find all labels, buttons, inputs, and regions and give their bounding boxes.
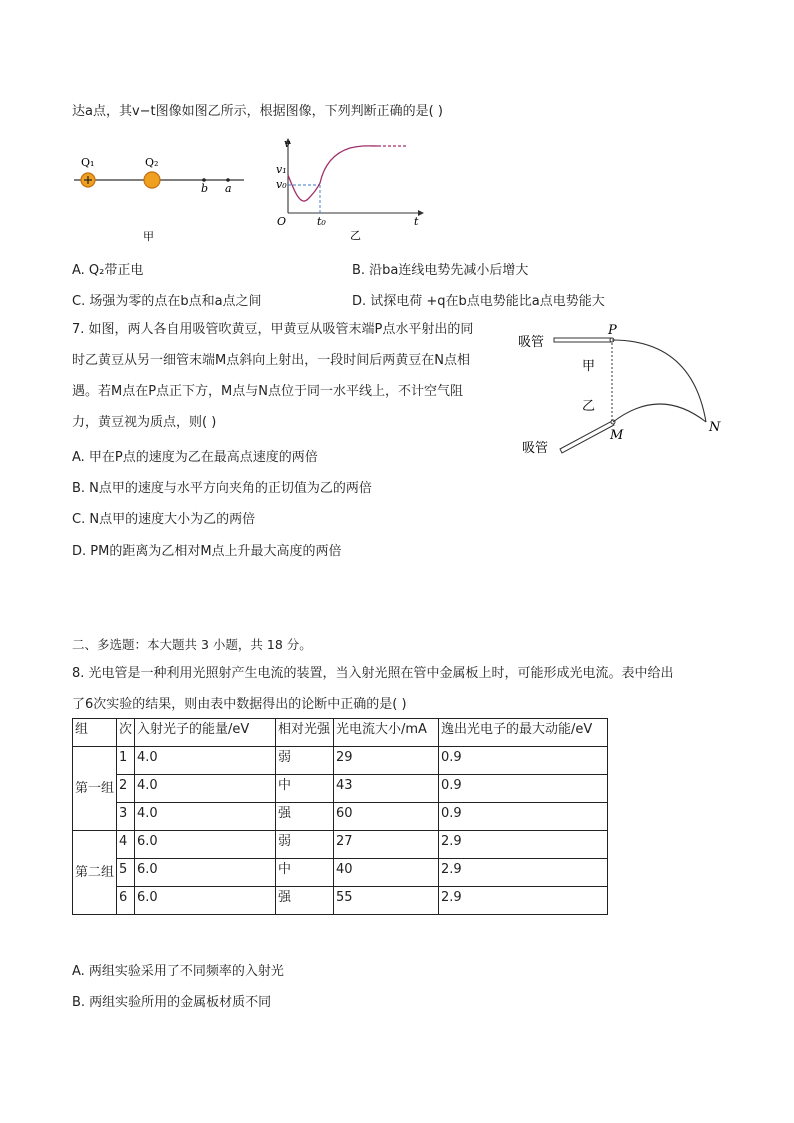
table-cell: 40 <box>334 859 439 887</box>
section-title: 二、多选题：本大题共 3 小题，共 18 分。 <box>72 637 312 652</box>
q7-stem-line3: 遇。若M点在P点正下方，M点与N点位于同一水平线上，不计空气阻 <box>72 384 463 399</box>
q7-stem-line2: 时乙黄豆从另一细管末端M点斜向上射出，一段时间后两黄豆在N点相 <box>72 353 470 368</box>
label-a: a <box>225 182 232 195</box>
label-n: N <box>709 420 721 435</box>
figure-jia <box>72 150 252 245</box>
q7-option-b: B. N点甲的速度与水平方向夹角的正切值为乙的两倍 <box>72 481 372 496</box>
q6-option-c: C. 场强为零的点在b点和a点之间 <box>72 294 262 309</box>
label-b: b <box>201 182 209 195</box>
label-o: O <box>277 215 287 228</box>
table-cell: 4.0 <box>135 747 276 775</box>
header-cell: 光电流大小/mA <box>334 719 439 747</box>
table-row <box>73 803 608 831</box>
q8-option-b: B. 两组实验所用的金属板材质不同 <box>72 995 272 1010</box>
q6-option-b: B. 沿ba连线电势先减小后增大 <box>352 263 529 278</box>
trajectory-yi <box>613 404 706 422</box>
q8-stem-line1: 8. 光电管是一种利用光照射产生电流的装置，当入射光照在管中金属板上时，可能形成光电流。表中给出 <box>72 666 674 681</box>
table-cell: 强 <box>276 887 334 915</box>
table-cell: 弱 <box>276 747 334 775</box>
straw-top-shape <box>554 338 612 342</box>
table-cell: 5 <box>117 859 135 887</box>
figure-q7 <box>512 318 732 463</box>
label-v0: v₀ <box>276 178 287 191</box>
data-table <box>72 718 608 915</box>
q7-option-a: A. 甲在P点的速度为乙在最高点速度的两倍 <box>72 450 318 465</box>
table-cell: 3 <box>117 803 135 831</box>
t-axis-arrow <box>418 210 424 216</box>
table-cell: 27 <box>334 831 439 859</box>
header-cell: 逸出光电子的最大动能/eV <box>439 719 608 747</box>
header-cell: 次 <box>117 719 135 747</box>
label-v: v <box>284 137 291 150</box>
q7-stem-line1: 7. 如图，两人各自用吸管吹黄豆，甲黄豆从吸管末端P点水平射出的同 <box>72 322 474 337</box>
table-cell: 4 <box>117 831 135 859</box>
q6-option-a: A. Q₂带正电 <box>72 263 144 278</box>
label-jia: 甲 <box>582 359 596 374</box>
group-cell: 第二组 <box>73 831 117 915</box>
table-cell: 6.0 <box>135 831 276 859</box>
q6-stem-tail: 达a点，其v−t图像如图乙所示，根据图像，下列判断正确的是( ) <box>72 104 443 119</box>
table-cell: 2 <box>117 775 135 803</box>
table-cell: 强 <box>276 803 334 831</box>
label-v1: v₁ <box>276 163 287 176</box>
straw-bottom-shape <box>560 421 614 453</box>
q7-stem-line4: 力，黄豆视为质点，则( ) <box>72 415 217 430</box>
header-cell: 相对光强 <box>276 719 334 747</box>
q6-option-d: D. 试探电荷 +q在b点电势能比a点电势能大 <box>352 294 605 309</box>
table-cell: 中 <box>276 859 334 887</box>
q7-option-c: C. N点甲的速度大小为乙的两倍 <box>72 512 256 527</box>
table-row <box>73 859 608 887</box>
group-cell: 第一组 <box>73 747 117 831</box>
table-cell: 55 <box>334 887 439 915</box>
table-cell: 0.9 <box>439 775 608 803</box>
table-cell: 弱 <box>276 831 334 859</box>
table-cell: 6 <box>117 887 135 915</box>
label-straw-top: 吸管 <box>518 335 545 350</box>
label-p: P <box>608 323 617 338</box>
table-cell: 0.9 <box>439 747 608 775</box>
caption-jia: 甲 <box>143 230 154 243</box>
table-cell: 6.0 <box>135 887 276 915</box>
header-cell: 组 <box>73 719 117 747</box>
table-cell: 2.9 <box>439 831 608 859</box>
charge-q2 <box>144 172 160 188</box>
table-row <box>73 831 608 859</box>
label-straw-bottom: 吸管 <box>522 441 549 456</box>
label-yi: 乙 <box>582 399 596 414</box>
trajectory-jia <box>612 340 706 422</box>
table-cell: 中 <box>276 775 334 803</box>
q8-option-a: A. 两组实验采用了不同频率的入射光 <box>72 964 284 979</box>
label-q2: Q₂ <box>145 156 159 169</box>
figure-yi <box>270 135 430 245</box>
table-cell: 0.9 <box>439 803 608 831</box>
table-row <box>73 775 608 803</box>
table-cell: 2.9 <box>439 887 608 915</box>
q8-stem-line2: 了6次实验的结果，则由表中数据得出的论断中正确的是( ) <box>72 697 407 712</box>
table-cell: 4.0 <box>135 775 276 803</box>
table-row <box>73 747 608 775</box>
label-t0: t₀ <box>317 215 326 228</box>
table-cell: 29 <box>334 747 439 775</box>
table-cell: 60 <box>334 803 439 831</box>
table-cell: 43 <box>334 775 439 803</box>
q7-option-d: D. PM的距离为乙相对M点上升最大高度的两倍 <box>72 544 342 559</box>
table-header-row <box>73 719 608 747</box>
vt-curve <box>288 146 378 201</box>
label-t: t <box>414 215 419 228</box>
header-cell: 入射光子的能量/eV <box>135 719 276 747</box>
table-cell: 2.9 <box>439 859 608 887</box>
label-m: M <box>610 428 624 443</box>
caption-yi: 乙 <box>350 229 361 242</box>
table-cell: 1 <box>117 747 135 775</box>
label-q1: Q₁ <box>81 156 95 169</box>
table-row <box>73 887 608 915</box>
table-cell: 6.0 <box>135 859 276 887</box>
table-cell: 4.0 <box>135 803 276 831</box>
